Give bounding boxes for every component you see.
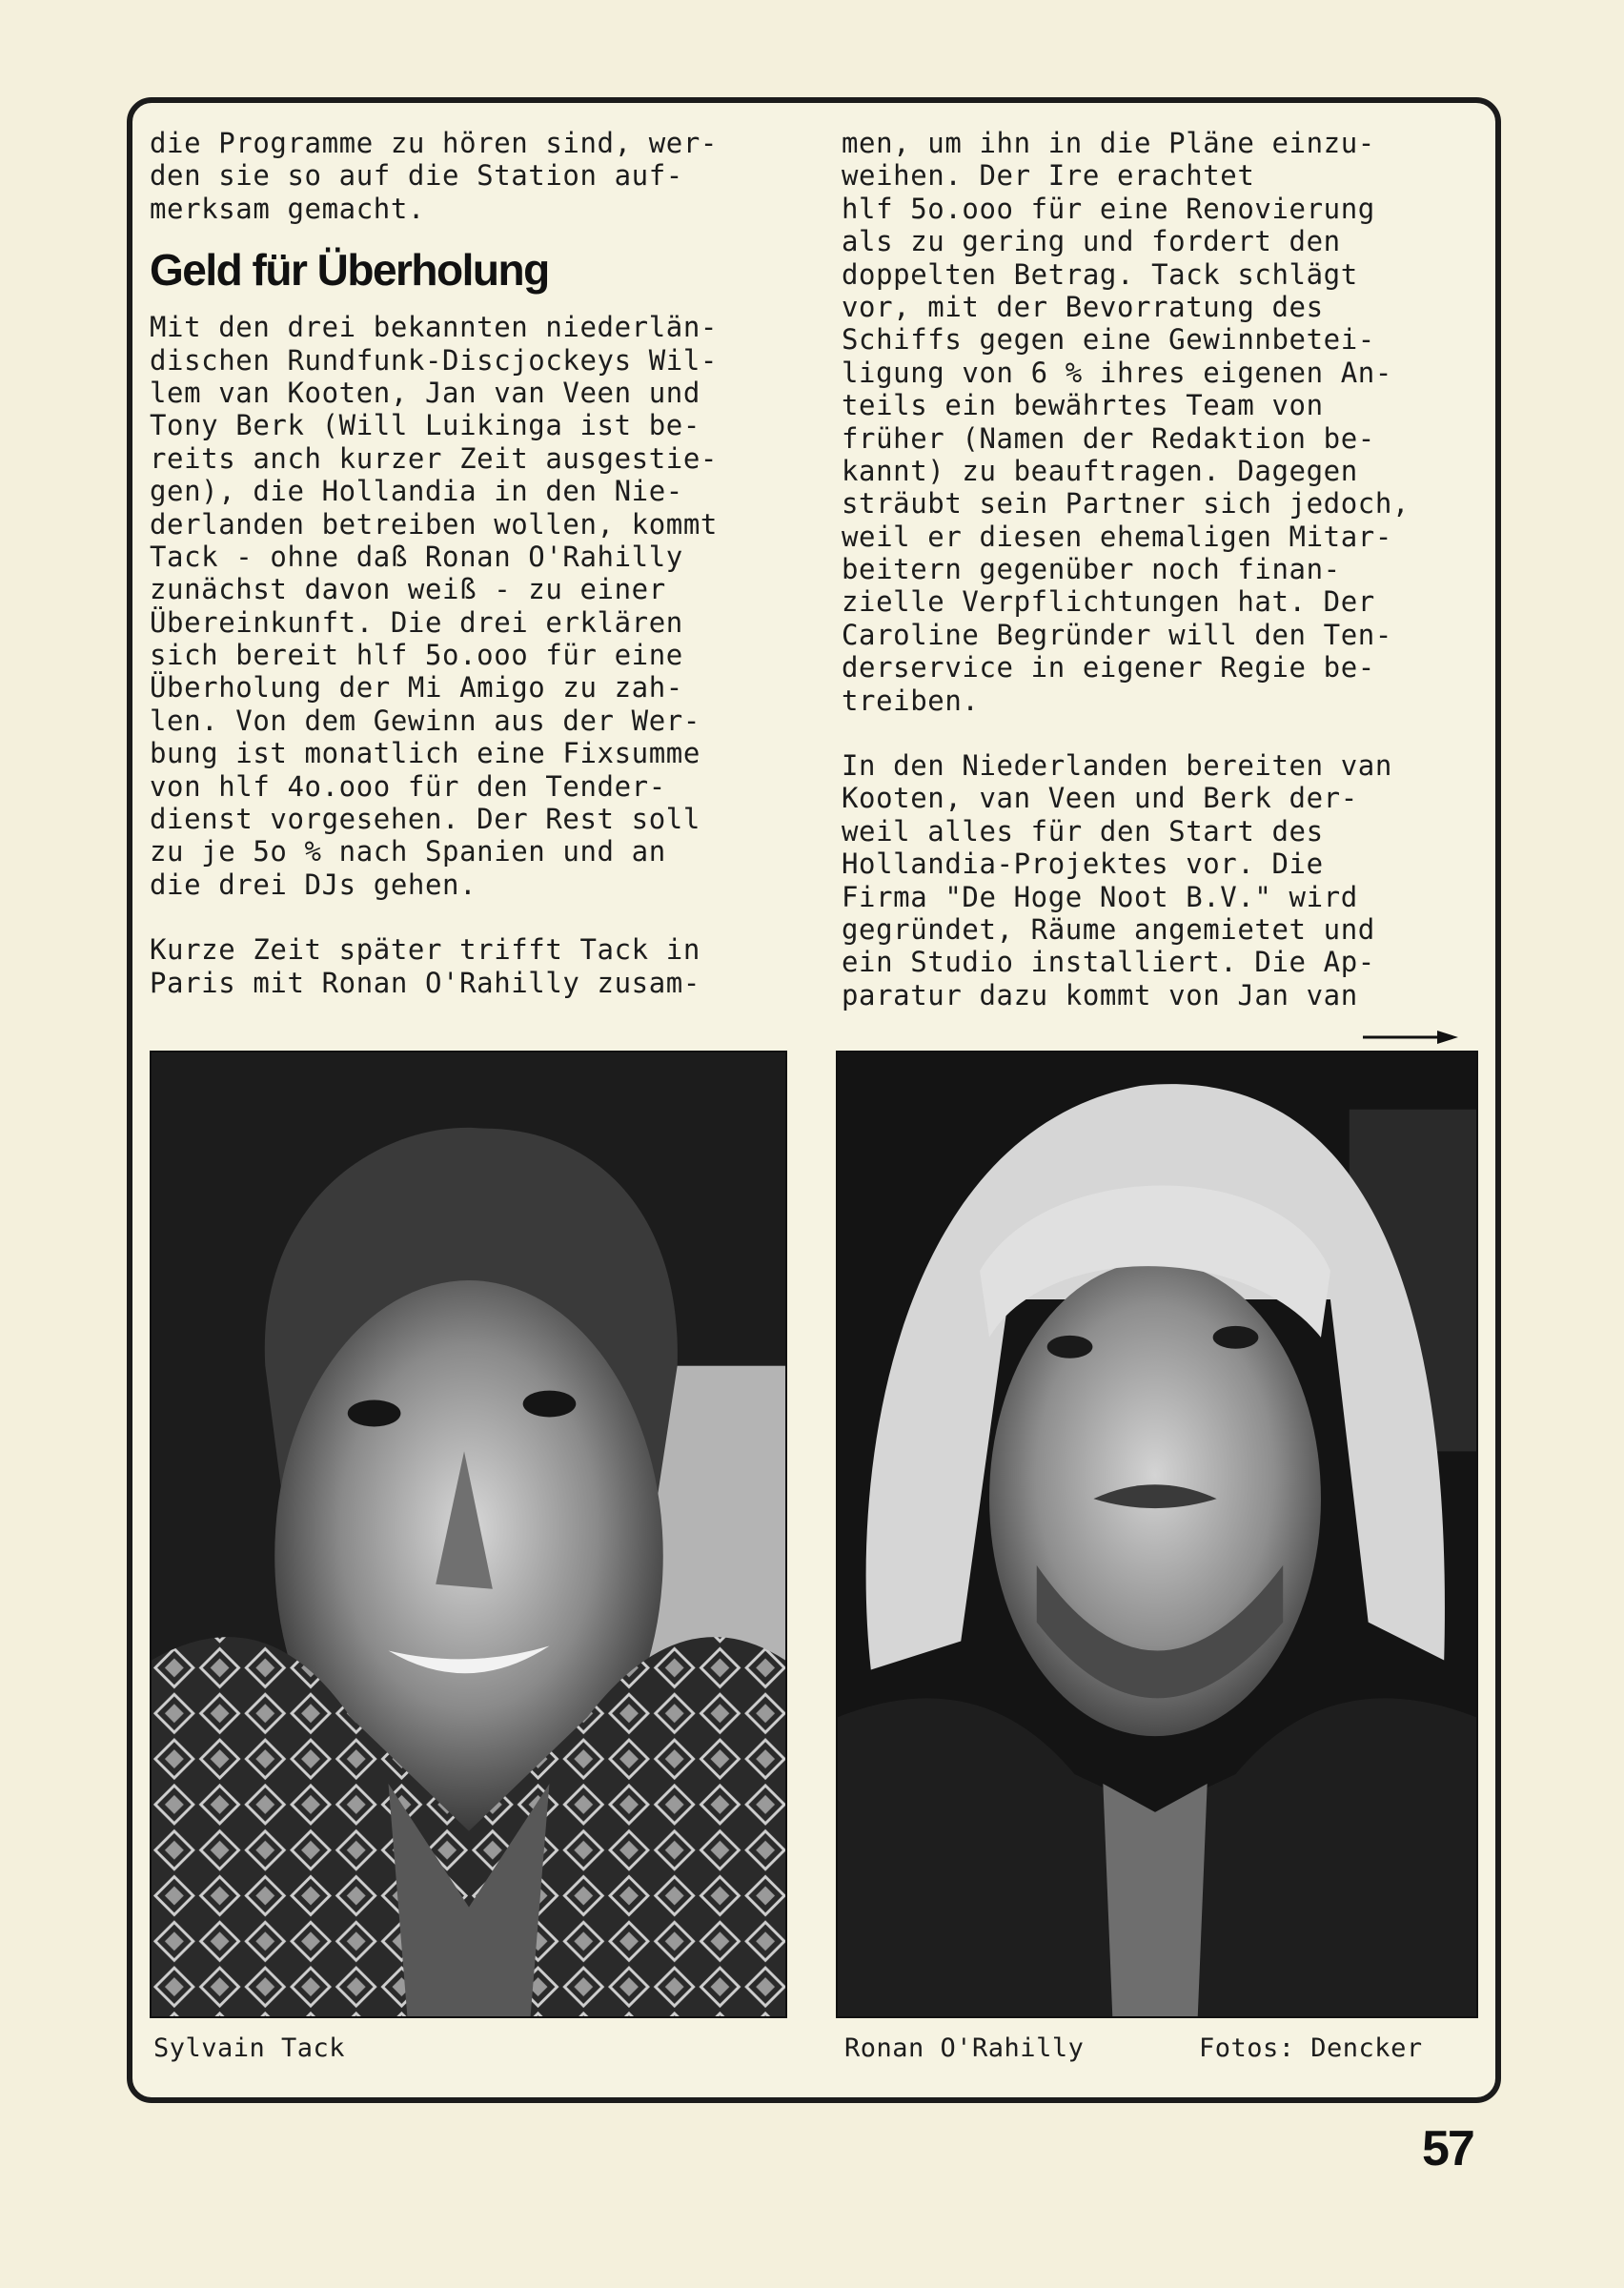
text-line: Übereinkunft. Die drei erklären <box>150 605 683 639</box>
text-line: Kooten, van Veen und Berk der- <box>842 782 1358 815</box>
text-line: Schiffs gegen eine Gewinnbetei- <box>842 323 1375 357</box>
section-heading: Geld für Überholung <box>150 245 549 296</box>
text-line: früher (Namen der Redaktion be- <box>842 421 1375 455</box>
text-line: weil er diesen ehemaligen Mitar- <box>842 520 1392 553</box>
text-line: hlf 5o.ooo für eine Renovierung <box>842 192 1375 225</box>
text-line: lem van Kooten, Jan van Veen und <box>150 376 700 409</box>
text-line: bung ist monatlich eine Fixsumme <box>150 737 700 770</box>
photo-caption-right: Ronan O'Rahilly <box>844 2033 1085 2063</box>
text-line: Überholung der Mi Amigo zu zah- <box>150 671 683 705</box>
text-line: len. Von dem Gewinn aus der Wer- <box>150 704 700 737</box>
text-line: derlanden betreiben wollen, kommt <box>150 507 718 541</box>
text-line: kannt) zu beauftragen. Dagegen <box>842 454 1358 487</box>
text-line: Caroline Begründer will den Ten- <box>842 618 1392 651</box>
text-line: Tack - ohne daß Ronan O'Rahilly <box>150 540 683 573</box>
text-line: sträubt sein Partner sich jedoch, <box>842 487 1410 521</box>
text-line: zu je 5o % nach Spanien und an <box>150 835 666 868</box>
text-line: paratur dazu kommt von Jan van <box>842 978 1358 1011</box>
text-line: weil alles für den Start des <box>842 814 1324 848</box>
text-line: beitern gegenüber noch finan- <box>842 553 1341 586</box>
photo-sylvain-tack <box>150 1051 787 2018</box>
left-para-2 <box>150 311 805 901</box>
text-line: gen), die Hollandia in den Nie- <box>150 475 683 508</box>
text-line: In den Niederlanden bereiten van <box>842 749 1392 783</box>
text-line: men, um ihn in die Pläne einzu- <box>842 127 1375 159</box>
text-line: Paris mit Ronan O'Rahilly zusam- <box>150 966 700 999</box>
text-line: vor, mit der Bevorratung des <box>842 290 1324 323</box>
text-line: von hlf 4o.ooo für den Tender- <box>150 769 666 803</box>
text-line: merksam gemacht. <box>150 192 425 225</box>
text-line: als zu gering und fordert den <box>842 225 1341 258</box>
text-line: dischen Rundfunk-Discjockeys Wil- <box>150 343 718 377</box>
text-line: sich bereit hlf 5o.ooo für eine <box>150 639 683 672</box>
continue-arrow-icon <box>1361 1028 1460 1047</box>
text-line: zielle Verpflichtungen hat. Der <box>842 585 1375 619</box>
article-left-column <box>150 127 805 999</box>
text-line: Tony Berk (Will Luikinga ist be- <box>150 409 700 442</box>
page-number: 57 <box>1422 2121 1473 2176</box>
left-para-3 <box>150 933 805 999</box>
text-line: zunächst davon weiß - zu einer <box>150 573 666 606</box>
right-para-1 <box>842 127 1490 717</box>
photo-ronan-orahilly <box>836 1051 1478 2018</box>
text-line: ligung von 6 % ihres eigenen An- <box>842 356 1392 389</box>
photo-credit: Fotos: Dencker <box>1199 2033 1423 2063</box>
text-line: die drei DJs gehen. <box>150 868 477 901</box>
right-para-2 <box>842 749 1490 1011</box>
text-line: treiben. <box>842 684 980 717</box>
text-line: Firma "De Hoge Noot B.V." wird <box>842 880 1358 913</box>
text-line: Kurze Zeit später trifft Tack in <box>150 933 700 967</box>
left-para-1 <box>150 127 805 225</box>
photo-caption-left: Sylvain Tack <box>153 2033 346 2063</box>
text-line: Hollandia-Projektes vor. Die <box>842 848 1324 881</box>
text-line: dienst vorgesehen. Der Rest soll <box>150 803 700 836</box>
text-line: gegründet, Räume angemietet und <box>842 912 1375 946</box>
article-right-column <box>842 127 1490 1017</box>
text-line: den sie so auf die Station auf- <box>150 159 683 193</box>
text-line: doppelten Betrag. Tack schlägt <box>842 257 1358 291</box>
text-line: Mit den drei bekannten niederlän- <box>150 311 718 344</box>
text-line: weihen. Der Ire erachtet <box>842 159 1255 193</box>
text-line: teils ein bewährtes Team von <box>842 389 1324 422</box>
text-line: derservice in eigener Regie be- <box>842 651 1375 684</box>
text-line: die Programme zu hören sind, wer- <box>150 127 718 159</box>
text-line: ein Studio installiert. Die Ap- <box>842 946 1375 979</box>
text-line: reits anch kurzer Zeit ausgestie- <box>150 441 718 475</box>
